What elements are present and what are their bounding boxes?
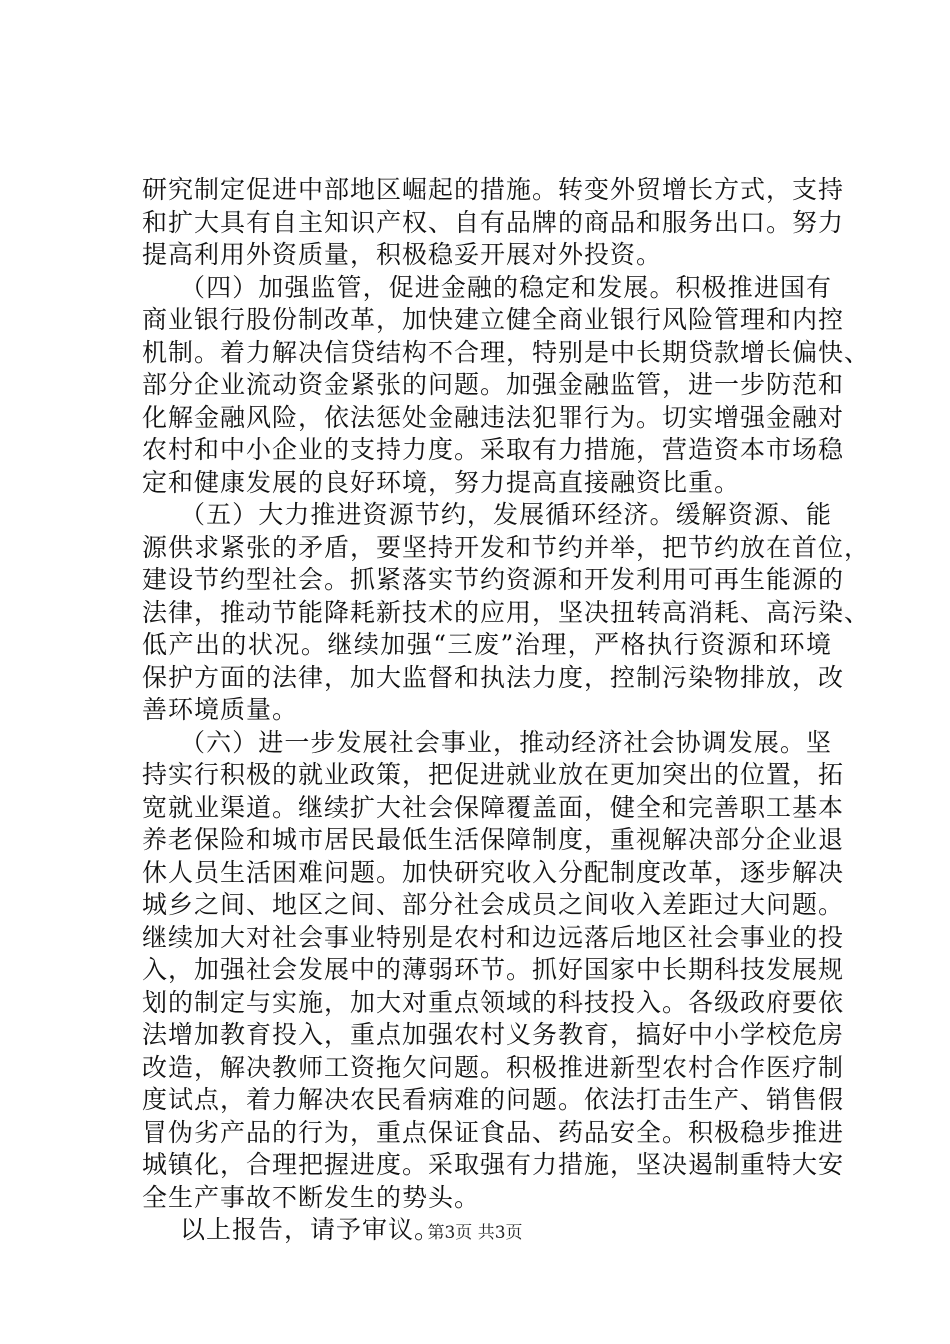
text-line: 宽就业渠道。继续扩大社会保障覆盖面，健全和完善职工基本 xyxy=(142,792,845,822)
page-number-footer: 第3页 共3页 xyxy=(427,1223,523,1243)
text-line: 法增加教育投入，重点加强农村义务教育，搞好中小学校危房 xyxy=(142,1020,845,1049)
text-line: 部分企业流动资金紧张的问题。加强金融监管，进一步防范和 xyxy=(142,370,845,399)
text-line: 保护方面的法律，加大监督和执法力度，控制污染物排放，改 xyxy=(142,662,845,692)
text-line: 善环境质量。 xyxy=(142,695,299,724)
text-line: 建设节约型社会。抓紧落实节约资源和开发利用可再生能源的 xyxy=(142,565,845,594)
text-line: 源供求紧张的矛盾，要坚持开发和节约并举，把节约放在首位， xyxy=(142,532,871,562)
text-line: 提高利用外资质量，积极稳妥开展对外投资。 xyxy=(142,240,663,269)
section-heading-line: （四）加强监管，促进金融的稳定和发展。积极推进国有 xyxy=(180,272,832,302)
closing-line: 以上报告，请予审议。 xyxy=(180,1215,441,1244)
text-line: 农村和中小企业的支持力度。采取有力措施，营造资本市场稳 xyxy=(142,435,845,464)
text-line: 全生产事故不断发生的势头。 xyxy=(142,1182,481,1212)
text-line: 低产出的状况。继续加强“三废”治理，严格执行资源和环境 xyxy=(142,630,832,659)
text-line: 法律，推动节能降耗新技术的应用，坚决扭转高消耗、高污染、 xyxy=(142,597,871,627)
document-body xyxy=(142,174,871,1247)
text-line: 机制。着力解决信贷结构不合理，特别是中长期贷款增长偏快、 xyxy=(142,337,871,367)
section-heading-line: （五）大力推进资源节约，发展循环经济。缓解资源、能 xyxy=(180,500,832,529)
text-line: 度试点，着力解决农民看病难的问题。依法打击生产、销售假 xyxy=(142,1085,845,1114)
text-line: 休人员生活困难问题。加快研究收入分配制度改革，逐步解决 xyxy=(142,857,845,887)
text-line: 继续加大对社会事业特别是农村和边远落后地区社会事业的投 xyxy=(142,922,845,952)
text-line: 冒伪劣产品的行为，重点保证食品、药品安全。积极稳步推进 xyxy=(142,1117,845,1147)
section-heading-line: （六）进一步发展社会事业，推动经济社会协调发展。坚 xyxy=(180,727,832,757)
text-line: 和扩大具有自主知识产权、自有品牌的商品和服务出口。努力 xyxy=(142,207,845,237)
text-line: 持实行积极的就业政策，把促进就业放在更加突出的位置，拓 xyxy=(142,760,845,789)
text-line: 养老保险和城市居民最低生活保障制度，重视解决部分企业退 xyxy=(142,825,845,854)
text-line: 定和健康发展的良好环境，努力提高直接融资比重。 xyxy=(142,467,741,497)
text-line: 商业银行股份制改革，加快建立健全商业银行风险管理和内控 xyxy=(142,305,845,334)
text-line: 入，加强社会发展中的薄弱环节。抓好国家中长期科技发展规 xyxy=(142,955,845,984)
text-line: 化解金融风险，依法惩处金融违法犯罪行为。切实增强金融对 xyxy=(142,402,845,432)
text-line: 城镇化，合理把握进度。采取强有力措施，坚决遏制重特大安 xyxy=(142,1150,845,1179)
text-line: 改造，解决教师工资拖欠问题。积极推进新型农村合作医疗制 xyxy=(142,1052,845,1082)
text-line: 城乡之间、地区之间、部分社会成员之间收入差距过大问题。 xyxy=(142,890,845,919)
text-line: 划的制定与实施，加大对重点领域的科技投入。各级政府要依 xyxy=(142,987,845,1017)
text-line: 研究制定促进中部地区崛起的措施。转变外贸增长方式，支持 xyxy=(142,175,845,204)
